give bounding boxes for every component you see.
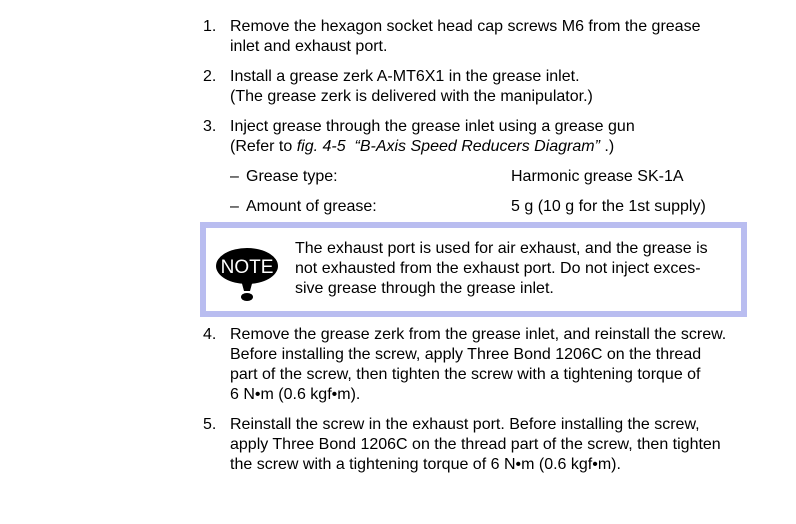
step-line: Inject grease through the grease inlet using a grease gun xyxy=(230,118,635,135)
note-line: not exhausted from the exhaust port. Do not inject exces- xyxy=(295,260,701,277)
step-number: 2. xyxy=(203,68,217,85)
step-text xyxy=(230,415,721,475)
reference-suffix: .) xyxy=(599,138,615,155)
step-line: Remove the grease zerk from the grease inlet, and reinstall the screw. xyxy=(230,326,727,343)
step-text xyxy=(230,325,726,405)
step-number: 4. xyxy=(203,326,217,343)
note-icon-label: NOTE xyxy=(220,257,274,278)
step-text xyxy=(230,117,635,157)
step-text xyxy=(230,67,593,107)
note-icon xyxy=(214,244,282,304)
reference-prefix: (Refer to xyxy=(230,138,297,155)
step-line: Reinstall the screw in the exhaust port. Before installing the screw, xyxy=(230,416,700,433)
step-line: apply Three Bond 1206C on the thread part of the screw, then tighten xyxy=(230,436,721,453)
spec-grease-type xyxy=(230,167,684,187)
step-line: Remove the hexagon socket head cap screws M6 from the grease xyxy=(230,18,701,35)
spec-value: Harmonic grease SK-1A xyxy=(511,168,684,185)
note-box xyxy=(200,222,747,317)
step-line: 6 N•m (0.6 kgf•m). xyxy=(230,386,361,403)
step-line: Install a grease zerk A-MT6X1 in the grease inlet. xyxy=(230,68,580,85)
spec-amount-of-grease xyxy=(230,197,706,217)
step-text xyxy=(230,17,700,57)
figure-title: “B-Axis Speed Reducers Diagram” xyxy=(354,138,600,155)
step-number: 3. xyxy=(203,118,217,135)
step-reference-line xyxy=(230,137,635,157)
note-text xyxy=(295,239,708,299)
note-line: sive grease through the grease inlet. xyxy=(295,280,554,297)
list-dash: – xyxy=(230,198,239,215)
spec-value: 5 g (10 g for the 1st supply) xyxy=(511,198,706,215)
step-line: (The grease zerk is delivered with the manipulator.) xyxy=(230,88,593,105)
step-line: Before installing the screw, apply Three Bond 1206C on the thread xyxy=(230,346,702,363)
note-line: The exhaust port is used for air exhaust, and the grease is xyxy=(295,240,708,257)
spec-label: Amount of grease: xyxy=(246,198,377,215)
figure-reference-link[interactable]: fig. 4-5 xyxy=(296,138,346,155)
step-number: 1. xyxy=(203,18,217,35)
spec-label: Grease type: xyxy=(246,168,338,185)
step-line: part of the screw, then tighten the screw with a tightening torque of xyxy=(230,366,701,383)
step-number: 5. xyxy=(203,416,217,433)
list-dash: – xyxy=(230,168,239,185)
step-line: the screw with a tightening torque of 6 N•m (0.6 kgf•m). xyxy=(230,456,621,473)
step-line: inlet and exhaust port. xyxy=(230,38,388,55)
